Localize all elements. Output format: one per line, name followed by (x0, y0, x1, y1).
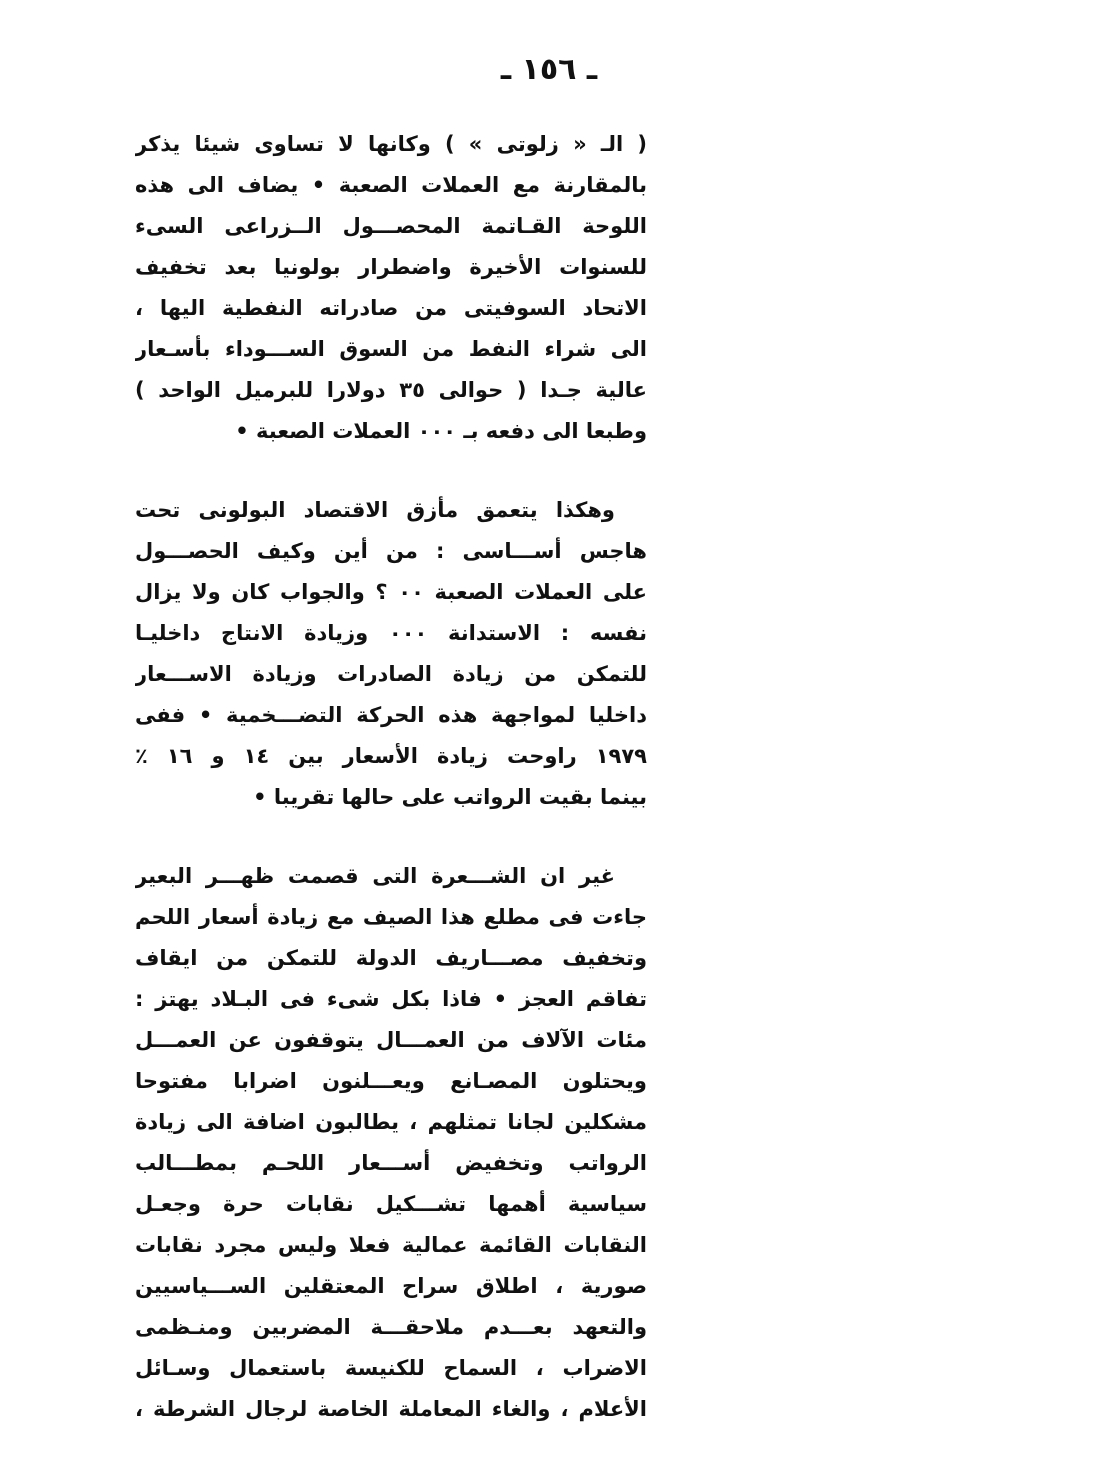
text-line: وهكذا يتعمق مأزق الاقتصاد البولونى تحت (135, 498, 615, 522)
paragraph-3 (135, 856, 647, 1430)
text-line: وطبعا الى دفعه بـ ٠٠٠ العملات الصعبة • (235, 419, 647, 443)
text-line: غير ان الشـــعرة التى قصمت ظهـــر البعير (135, 864, 615, 888)
text-line: الاتحاد السوفيتى من صادراته النفطية اليها ، (135, 296, 647, 320)
body-text (135, 124, 647, 1430)
text-line: تفاقم العجز • فاذا بكل شىء فى البـلاد يهتز : (135, 987, 647, 1011)
page-number: ـ ١٥٦ ـ (500, 52, 598, 87)
text-line: صورية ، اطلاق سراح المعتقلين الســـياسيين (135, 1274, 647, 1298)
text-line: عالية جـدا ( حوالى ٣٥ دولارا للبرميل الواحد ) (135, 378, 647, 402)
text-line: وتخفيف مصـــاريف الدولة للتمكن من ايقاف (135, 946, 647, 970)
text-line: مشكلين لجانا تمثلهم ، يطالبون اضافة الى زيادة (135, 1110, 647, 1134)
text-line: للسنوات الأخيرة واضطرار بولونيا بعد تخفيف (135, 255, 647, 279)
text-line: للتمكن من زيادة الصادرات وزيادة الاســـعار (135, 662, 647, 686)
text-line: النقابات القائمة عمالية فعلا وليس مجرد نقابات (135, 1233, 647, 1257)
text-line: سياسية أهمها تشـــكيل نقابات حرة وجعـل (135, 1192, 647, 1216)
text-line: ١٩٧٩ راوحت زيادة الأسعار بين ١٤ و ١٦ ٪ (135, 744, 647, 768)
text-line: نفسه : الاستدانة ٠٠٠ وزيادة الانتاج داخليـا (135, 621, 647, 645)
text-line: ويحتلون المصـانع ويعـــلنون اضرابا مفتوحا (135, 1069, 647, 1093)
paragraph-2 (135, 490, 647, 818)
text-line: الاضراب ، السماح للكنيسة باستعمال وسـائل (135, 1356, 647, 1380)
text-line: الرواتب وتخفيض أســـعار اللحـم بمطـــالب (135, 1151, 647, 1175)
text-line: الى شراء النفط من السوق الســـوداء بأسـعار (135, 337, 647, 361)
text-line: داخليا لمواجهة هذه الحركة التضـــخمية • ففى (135, 703, 647, 727)
text-line: هاجس أســـاسى : من أين وكيف الحصـــول (135, 539, 647, 563)
text-line: الأعلام ، والغاء المعاملة الخاصة لرجال الشرطة ، (135, 1397, 647, 1421)
text-line: بينما بقيت الرواتب على حالها تقريبا • (253, 785, 647, 809)
text-line: اللوحة القـاتمة المحصـــول الــزراعى السىء (135, 214, 647, 238)
text-line: مئات الآلاف من العمـــال يتوقفون عن العمـــل (135, 1028, 647, 1052)
text-line: والتعهد بعـــدم ملاحقـــة المضربين ومنـظمى (135, 1315, 647, 1339)
text-line: بالمقارنة مع العملات الصعبة • يضاف الى هذه (135, 173, 647, 197)
text-line: ( الـ « زلوتى » ) وكانها لا تساوى شيئا يذكر (135, 132, 647, 156)
text-line: جاءت فى مطلع هذا الصيف مع زيادة أسعار اللحم (135, 905, 647, 929)
text-line: على العملات الصعبة ٠٠ ؟ والجواب كان ولا يزال (135, 580, 647, 604)
paragraph-1 (135, 124, 647, 452)
